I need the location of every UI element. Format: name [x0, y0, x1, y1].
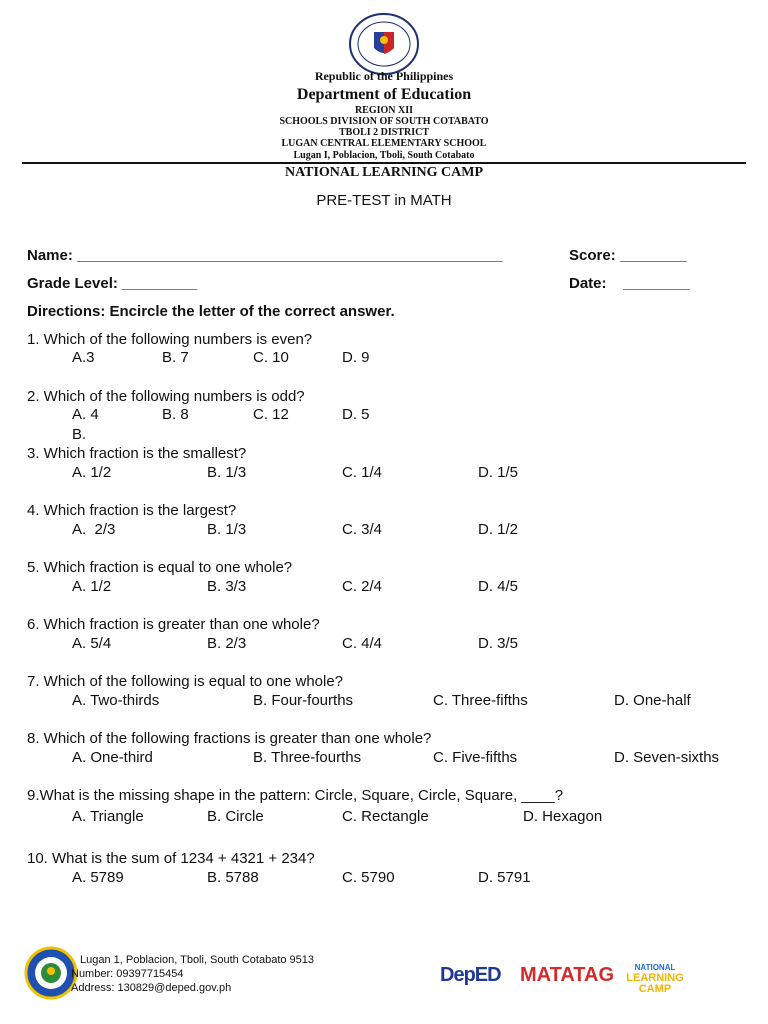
choice[interactable]: A. 4: [72, 406, 99, 423]
choice[interactable]: C. 12: [253, 406, 289, 423]
choice[interactable]: B. 1/3: [207, 464, 247, 481]
choice[interactable]: C. Rectangle: [342, 808, 429, 825]
question-text: 7. Which of the following is equal to one whole?: [27, 673, 344, 690]
choice[interactable]: A. Two-thirds: [72, 692, 160, 709]
question-text: 2. Which of the following numbers is odd?: [27, 388, 305, 405]
question-text: 1. Which of the following numbers is even?: [27, 331, 313, 348]
matatag-logo-text: MATATAG: [520, 964, 615, 986]
choice[interactable]: B. Circle: [207, 808, 264, 825]
choice[interactable]: D. Hexagon: [523, 808, 603, 825]
nlc-line2: LEARNING: [626, 972, 684, 984]
question-text: 6. Which fraction is greater than one whole?: [27, 616, 320, 633]
grade-level-field[interactable]: Grade Level: _________: [27, 275, 198, 292]
question-text: 8. Which of the following fractions is greater than one whole?: [27, 730, 432, 747]
choice[interactable]: A. 2/3: [72, 521, 116, 538]
choice[interactable]: A.3: [72, 349, 95, 366]
choice[interactable]: A. 1/2: [72, 578, 112, 595]
name-field[interactable]: Name: ___________________________________________________: [27, 247, 503, 264]
choice[interactable]: D. 5791: [478, 869, 531, 886]
choice[interactable]: C. 1/4: [342, 464, 383, 481]
date-field[interactable]: Date: ________: [569, 275, 690, 292]
choice[interactable]: A. 5789: [72, 869, 124, 886]
choice[interactable]: C. 3/4: [342, 521, 383, 538]
choice[interactable]: A. 1/2: [72, 464, 112, 481]
choice[interactable]: C. 10: [253, 349, 289, 366]
footer-address: Lugan 1, Poblacion, Tboli, South Cotabato 9513: [80, 954, 315, 966]
choice[interactable]: A. 5/4: [72, 635, 112, 652]
matatag-logo: [520, 964, 615, 994]
stray-choice: B.: [72, 426, 87, 443]
republic-line: Republic of the Philippines: [314, 69, 454, 83]
choice[interactable]: D. One-half: [614, 692, 691, 709]
choice[interactable]: B. Four-fourths: [253, 692, 354, 709]
national-learning-camp-logo: [620, 962, 690, 998]
question-text: 3. Which fraction is the smallest?: [27, 445, 247, 462]
nlc-line3: CAMP: [638, 983, 672, 995]
choice[interactable]: B. 1/3: [207, 521, 247, 538]
choice[interactable]: B. 3/3: [207, 578, 247, 595]
region-line: REGION XII: [354, 105, 414, 116]
question-text: 4. Which fraction is the largest?: [27, 502, 237, 519]
choice[interactable]: A. Triangle: [72, 808, 144, 825]
nlc-line1: NATIONAL: [634, 963, 676, 972]
choice[interactable]: C. Three-fifths: [433, 692, 528, 709]
choice[interactable]: D. 4/5: [478, 578, 519, 595]
header-divider: [22, 162, 746, 164]
choice[interactable]: A. One-third: [72, 749, 153, 766]
deped-logo: [440, 964, 506, 994]
score-field[interactable]: Score: ________: [569, 247, 687, 264]
choice[interactable]: C. 4/4: [342, 635, 383, 652]
choice[interactable]: C. Five-fifths: [433, 749, 518, 766]
deped-seal-logo: [344, 12, 424, 76]
choice[interactable]: D. 3/5: [478, 635, 519, 652]
choice[interactable]: B. 2/3: [207, 635, 247, 652]
choice[interactable]: D. Seven-sixths: [614, 749, 720, 766]
school-line: LUGAN CENTRAL ELEMENTARY SCHOOL: [281, 138, 487, 149]
choice[interactable]: D. 9: [342, 349, 370, 366]
school-seal-logo: [24, 946, 78, 1000]
footer-email: Address: 130829@deped.gov.ph: [71, 982, 232, 994]
choice[interactable]: B. 7: [162, 349, 189, 366]
department-title: Department of Education: [296, 86, 472, 103]
directions: Directions: Encircle the letter of the correct answer.: [27, 303, 395, 320]
program-title: NATIONAL LEARNING CAMP: [284, 165, 484, 180]
choice[interactable]: C. 5790: [342, 869, 395, 886]
test-title: PRE-TEST in MATH: [316, 192, 452, 209]
choice[interactable]: B. Three-fourths: [253, 749, 362, 766]
choice[interactable]: D. 1/2: [478, 521, 519, 538]
district-line: TBOLI 2 DISTRICT: [338, 127, 430, 138]
choice[interactable]: B. 5788: [207, 869, 259, 886]
question-text: 10. What is the sum of 1234 + 4321 + 234?: [27, 850, 315, 867]
deped-logo-text: DepED: [440, 964, 501, 986]
choice[interactable]: D. 1/5: [478, 464, 519, 481]
question-text: 9.What is the missing shape in the pattern: Circle, Square, Circle, Square, ____?: [27, 787, 564, 804]
choice[interactable]: C. 2/4: [342, 578, 383, 595]
division-line: SCHOOLS DIVISION OF SOUTH COTABATO: [279, 116, 489, 127]
footer-number: Number: 09397715454: [71, 968, 184, 980]
question-text: 5. Which fraction is equal to one whole?: [27, 559, 293, 576]
choice[interactable]: D. 5: [342, 406, 370, 423]
school-address: Lugan I, Poblacion, Tboli, South Cotabato: [293, 150, 475, 161]
choice[interactable]: B. 8: [162, 406, 189, 423]
